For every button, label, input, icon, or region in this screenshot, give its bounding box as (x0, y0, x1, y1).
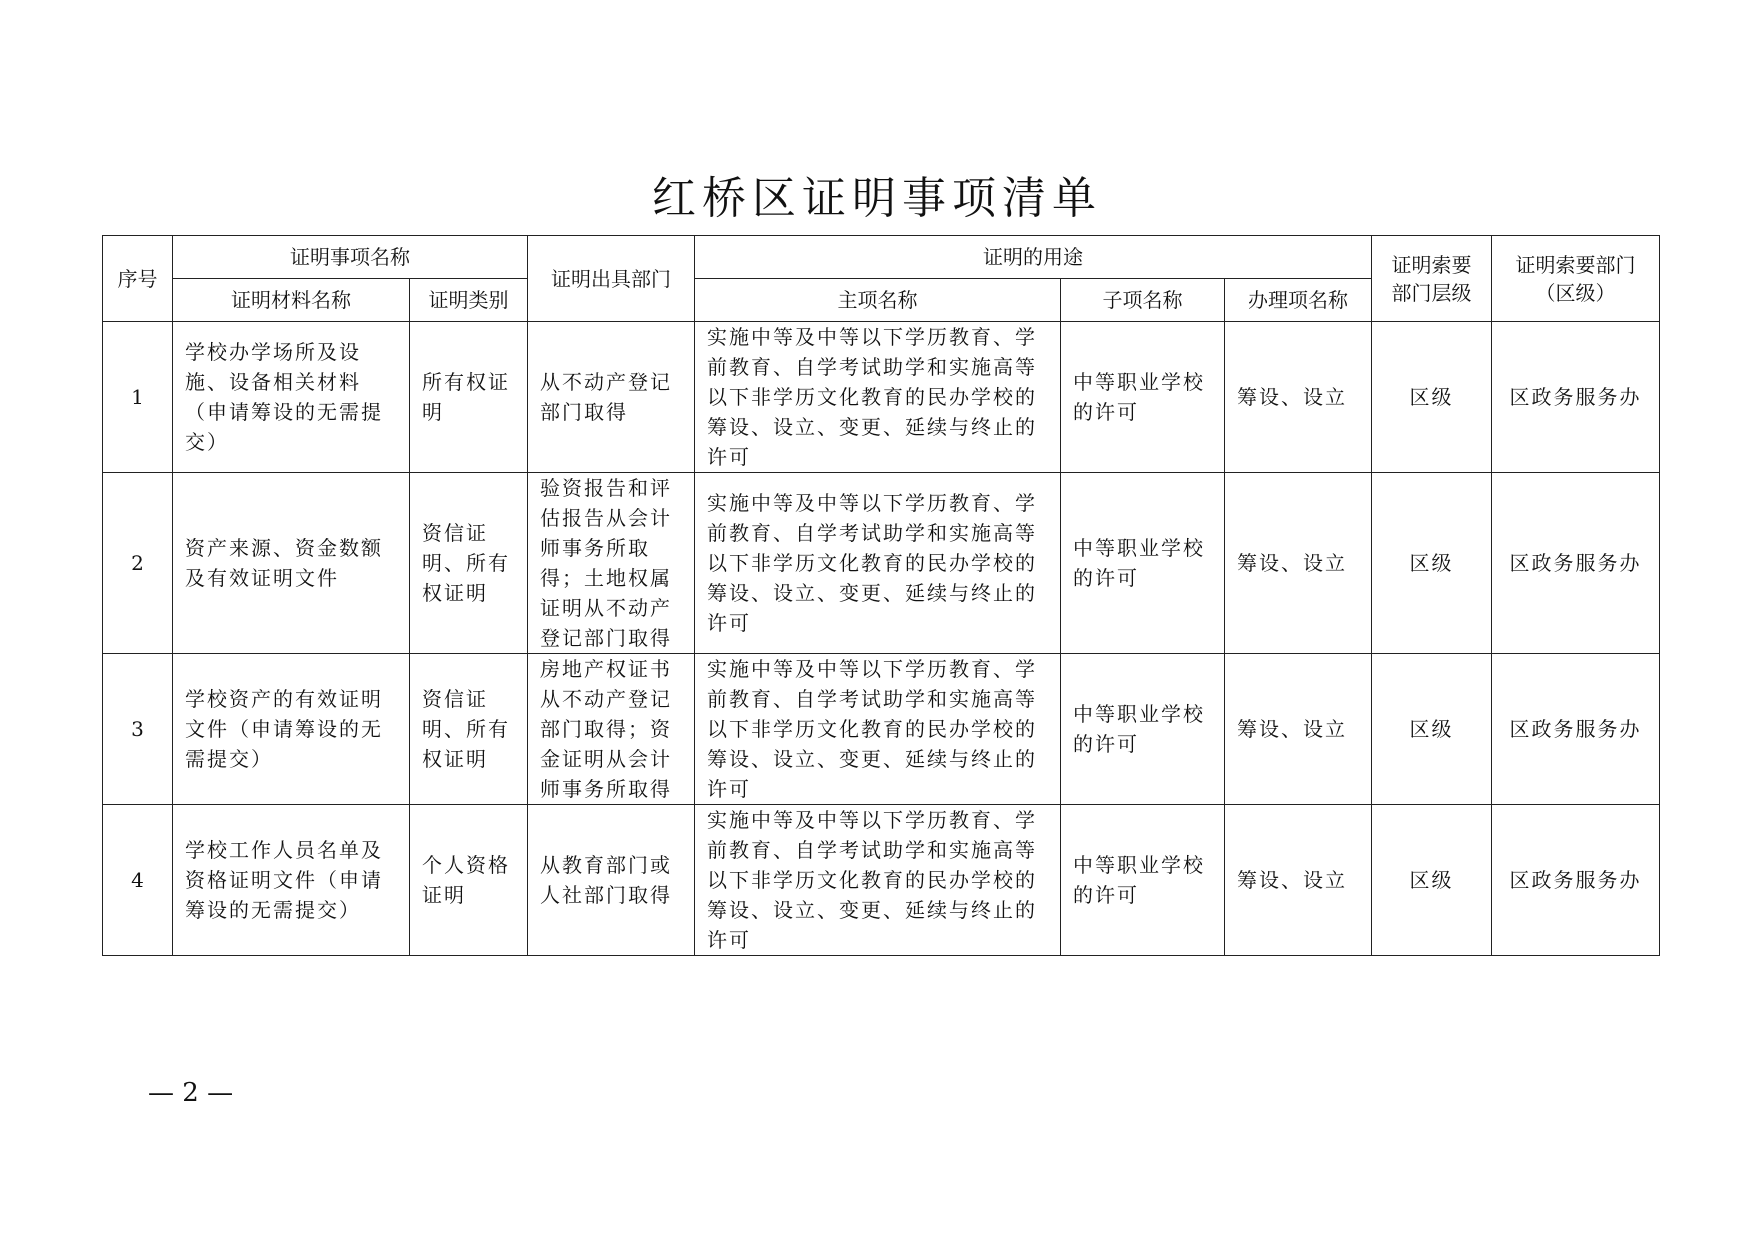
cell-seq: 4 (103, 805, 173, 956)
cell-main-item: 实施中等及中等以下学历教育、学前教育、自学考试助学和实施高等以下非学历文化教育的民办学校的筹设、设立、变更、延续与终止的许可 (695, 654, 1061, 805)
cell-seq: 1 (103, 322, 173, 473)
cell-main-item: 实施中等及中等以下学历教育、学前教育、自学考试助学和实施高等以下非学历文化教育的民办学校的筹设、设立、变更、延续与终止的许可 (695, 473, 1061, 654)
cell-issuer: 房地产权证书从不动产登记部门取得；资金证明从会计师事务所取得 (528, 654, 695, 805)
cell-issuer: 从不动产登记部门取得 (528, 322, 695, 473)
cell-material: 资产来源、资金数额及有效证明文件 (173, 473, 410, 654)
cell-material: 学校办学场所及设施、设备相关材料（申请筹设的无需提交） (173, 322, 410, 473)
cell-main-item: 实施中等及中等以下学历教育、学前教育、自学考试助学和实施高等以下非学历文化教育的民办学校的筹设、设立、变更、延续与终止的许可 (695, 805, 1061, 956)
document-title: 红桥区证明事项清单 (652, 173, 1102, 224)
cell-category: 个人资格证明 (410, 805, 528, 956)
cell-seq: 2 (103, 473, 173, 654)
header-seq: 序号 (103, 236, 173, 322)
header-req-level: 证明索要部门层级 (1372, 236, 1492, 322)
cell-seq: 3 (103, 654, 173, 805)
table-row (103, 654, 1660, 805)
cell-level: 区级 (1372, 654, 1492, 805)
header-main-item: 主项名称 (695, 279, 1061, 322)
cell-dept: 区政务服务办 (1492, 473, 1660, 654)
cell-category: 资信证明、所有权证明 (410, 654, 528, 805)
certification-items-table (102, 235, 1660, 956)
cell-main-item: 实施中等及中等以下学历教育、学前教育、自学考试助学和实施高等以下非学历文化教育的民办学校的筹设、设立、变更、延续与终止的许可 (695, 322, 1061, 473)
cell-sub-item: 中等职业学校的许可 (1061, 473, 1225, 654)
cell-issuer: 验资报告和评估报告从会计师事务所取得；土地权属证明从不动产登记部门取得 (528, 473, 695, 654)
table-row (103, 473, 1660, 654)
cell-level: 区级 (1372, 322, 1492, 473)
cell-category: 资信证明、所有权证明 (410, 473, 528, 654)
header-issuing-dept: 证明出具部门 (528, 236, 695, 322)
cell-dept: 区政务服务办 (1492, 805, 1660, 956)
cell-level: 区级 (1372, 473, 1492, 654)
cell-sub-item: 中等职业学校的许可 (1061, 654, 1225, 805)
header-category: 证明类别 (410, 279, 528, 322)
cell-sub-item: 中等职业学校的许可 (1061, 322, 1225, 473)
cell-category: 所有权证明 (410, 322, 528, 473)
header-material-name: 证明材料名称 (173, 279, 410, 322)
cell-handling: 筹设、设立 (1225, 473, 1372, 654)
cell-sub-item: 中等职业学校的许可 (1061, 805, 1225, 956)
header-req-dept: 证明索要部门（区级） (1492, 236, 1660, 322)
header-item-name-group: 证明事项名称 (173, 236, 528, 279)
header-handling-item: 办理项名称 (1225, 279, 1372, 322)
cell-handling: 筹设、设立 (1225, 805, 1372, 956)
cell-handling: 筹设、设立 (1225, 654, 1372, 805)
cell-material: 学校工作人员名单及资格证明文件（申请筹设的无需提交） (173, 805, 410, 956)
header-purpose-group: 证明的用途 (695, 236, 1372, 279)
cell-handling: 筹设、设立 (1225, 322, 1372, 473)
cell-level: 区级 (1372, 805, 1492, 956)
table-row (103, 322, 1660, 473)
table-row (103, 805, 1660, 956)
header-sub-item: 子项名称 (1061, 279, 1225, 322)
cell-dept: 区政务服务办 (1492, 322, 1660, 473)
cell-issuer: 从教育部门或人社部门取得 (528, 805, 695, 956)
cell-dept: 区政务服务办 (1492, 654, 1660, 805)
page-number: — 2 — (148, 1078, 234, 1108)
cell-material: 学校资产的有效证明文件（申请筹设的无需提交） (173, 654, 410, 805)
